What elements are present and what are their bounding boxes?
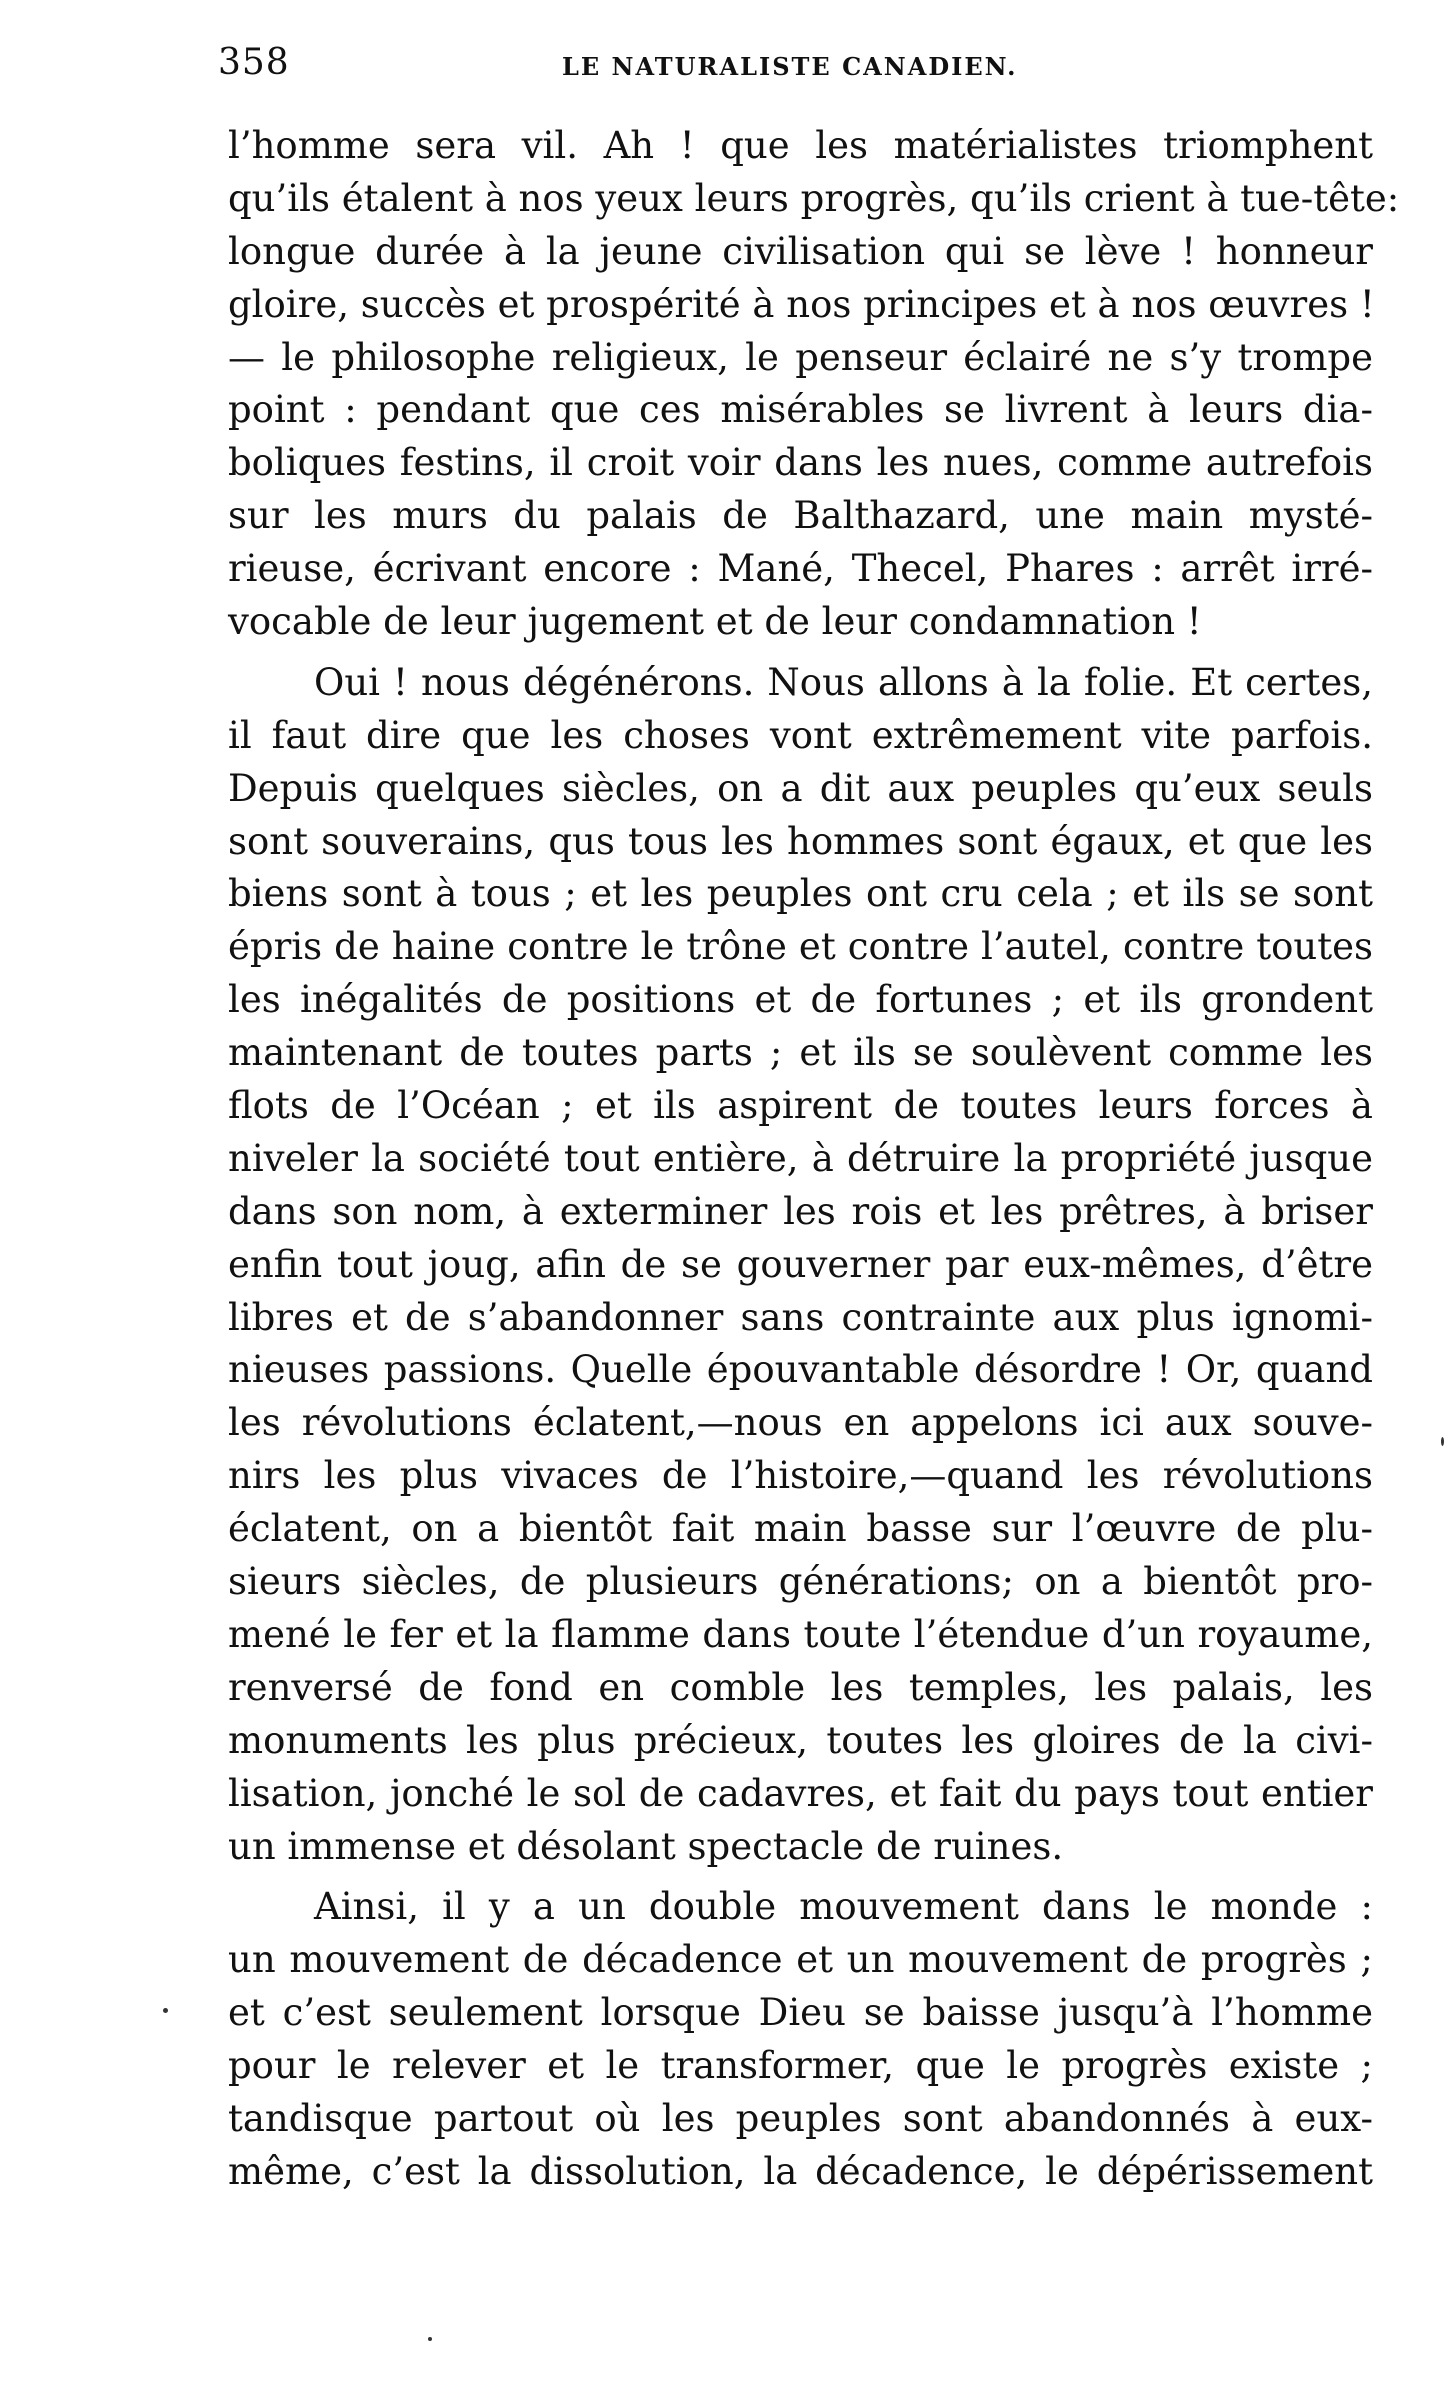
text-line: il faut dire que les choses vont extrêmement vite parfois. (228, 713, 1373, 757)
text-line: renversé de fond en comble les temples, les palais, les (228, 1665, 1373, 1709)
text-line: mené le fer et la flamme dans toute l’étendue d’un royaume, (228, 1612, 1373, 1656)
text-line: l’homme sera vil. Ah ! que les matérialistes triomphent (228, 124, 1373, 167)
text-line: biens sont à tous ; et les peuples ont cru cela ; et ils se sont (228, 872, 1373, 916)
text-line: éclatent, on a bientôt fait main basse sur l’œuvre de plu- (228, 1507, 1373, 1551)
paragraph-gap (228, 649, 1373, 657)
text-line: nieuses passions. Quelle épouvantable désordre ! Or, quand (228, 1348, 1373, 1392)
text-line: Depuis quelques siècles, on a dit aux peuples qu’eux seuls (228, 766, 1373, 810)
text-line: un immense et désolant spectacle de ruines. (228, 1824, 1064, 1868)
text-line: lisation, jonché le sol de cadavres, et fait du pays tout entier (228, 1771, 1373, 1815)
text-line: les révolutions éclatent,—nous en appelons ici aux souve- (228, 1401, 1373, 1445)
text-line: gloire, succès et prospérité à nos principes et à nos œuvres ! (228, 282, 1375, 326)
journal-title: LE NATURALISTE CANADIEN. (562, 52, 1018, 81)
text-line: même, c’est la dissolution, la décadence, le dépérissement (228, 2149, 1373, 2193)
text-line: sieurs siècles, de plusieurs générations; on a bientôt pro- (228, 1560, 1373, 1604)
print-speck (163, 2008, 168, 2013)
text-line: un mouvement de décadence et un mouvement de progrès ; (228, 1938, 1373, 1982)
text-line: — le philosophe religieux, le penseur éclairé ne s’y trompe (228, 335, 1373, 379)
paragraph-gap (228, 1873, 1373, 1881)
text-line: sur les murs du palais de Balthazard, une main mysté- (228, 494, 1373, 538)
text-line: rieuse, écrivant encore : Mané, Thecel, Phares : arrêt irré- (228, 547, 1373, 591)
running-head (210, 42, 1370, 92)
text-line: flots de l’Océan ; et ils aspirent de toutes leurs forces à (228, 1084, 1373, 1128)
print-speck (428, 2337, 432, 2341)
paragraph-1 (228, 120, 1400, 649)
text-line: sont souverains, qus tous les hommes sont égaux, et que les (228, 819, 1373, 863)
text-line: pour le relever et le transformer, que le progrès existe ; (228, 2044, 1373, 2088)
text-line: dans son nom, à exterminer les rois et les prêtres, à briser (228, 1189, 1373, 1233)
text-line: boliques festins, il croit voir dans les nues, comme autrefois (228, 441, 1373, 485)
paragraph-3 (228, 1881, 1373, 2198)
paragraph-2 (228, 657, 1373, 1873)
text-line: les inégalités de positions et de fortunes ; et ils grondent (228, 978, 1373, 1022)
text-line: monuments les plus précieux, toutes les gloires de la civi- (228, 1718, 1373, 1762)
text-line: nirs les plus vivaces de l’histoire,—quand les révolutions (228, 1454, 1373, 1498)
text-line: et c’est seulement lorsque Dieu se baisse jusqu’à l’homme (228, 1991, 1373, 2035)
text-line: Oui ! nous dégénérons. Nous allons à la folie. Et certes, (314, 660, 1373, 704)
text-line: tandisque partout où les peuples sont abandonnés à eux- (228, 2096, 1373, 2140)
text-line: vocable de leur jugement et de leur condamnation ! (228, 600, 1202, 644)
body-text (228, 120, 1400, 2199)
page-number: 358 (218, 42, 290, 83)
text-line: enfin tout joug, afin de se gouverner par eux-mêmes, d’être (228, 1242, 1373, 1286)
text-line: libres et de s’abandonner sans contrainte aux plus ignomi- (228, 1295, 1373, 1339)
print-speck (1441, 1437, 1444, 1446)
text-line: qu’ils étalent à nos yeux leurs progrès, qu’ils crient à tue-tête: (228, 176, 1400, 220)
text-line: maintenant de toutes parts ; et ils se soulèvent comme les (228, 1031, 1373, 1075)
text-line: épris de haine contre le trône et contre l’autel, contre toutes (228, 925, 1373, 969)
text-line: niveler la société tout entière, à détruire la propriété jusque (228, 1136, 1373, 1180)
text-line: longue durée à la jeune civilisation qui se lève ! honneur (228, 229, 1373, 273)
text-line: point : pendant que ces misérables se livrent à leurs dia- (228, 388, 1373, 432)
text-line: Ainsi, il y a un double mouvement dans le monde : (314, 1885, 1373, 1929)
